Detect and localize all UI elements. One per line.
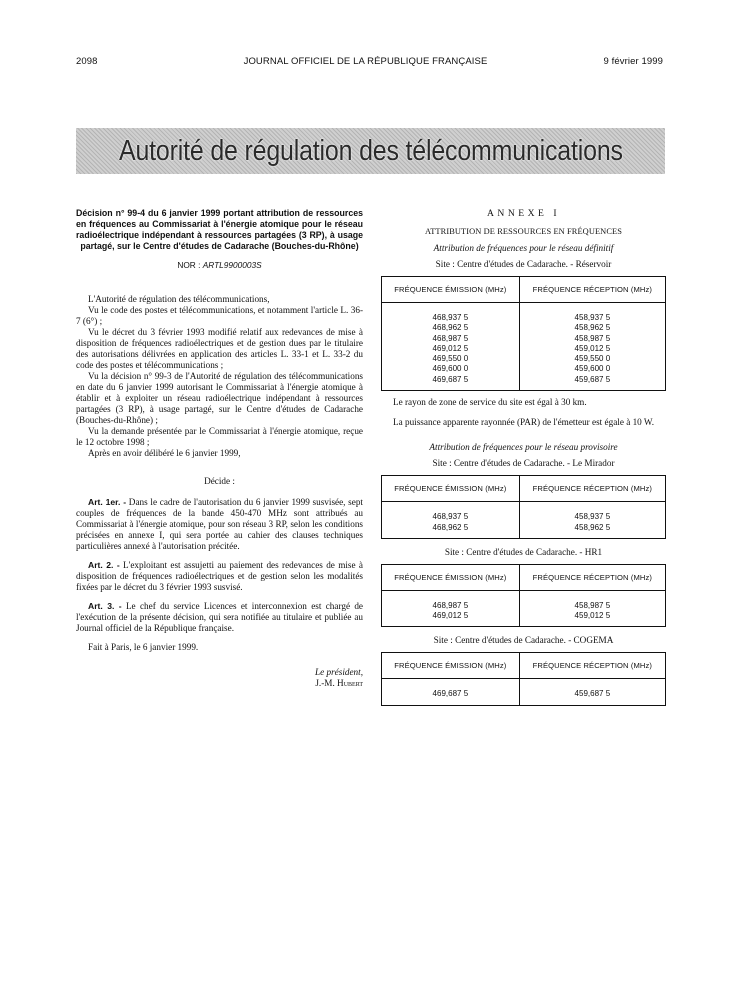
annexe-title: ANNEXE I xyxy=(486,208,561,219)
radiated-power: La puissance apparente rayonnée (PAR) de l'émetteur est égale à 10 W. xyxy=(393,417,655,428)
site-block xyxy=(381,458,666,539)
nor-value: ARTL9900003S xyxy=(202,260,262,270)
place-date: Fait à Paris, le 6 janvier 1999. xyxy=(88,642,199,652)
annexe-column xyxy=(381,208,666,706)
decision-title: Décision n° 99-4 du 6 janvier 1999 portant attribution de ressources en fréquences au Commissariat à l'énergie atomique pour le réseau radioélectrique indépendant à ressources partagées (3 RP), à usage partagé, sur le Centre d'études de Cadarache (Bouches-du-Rhône) xyxy=(76,208,363,251)
reception-frequency: 458,937 5 xyxy=(574,313,611,322)
reception-frequency: 459,600 0 xyxy=(574,364,611,374)
article-label: Art. 3. - xyxy=(88,601,122,611)
decision-column xyxy=(76,208,363,689)
reception-frequency: 459,687 5 xyxy=(574,374,611,384)
provisoire-sites xyxy=(381,458,666,705)
reception-frequencies-cell xyxy=(519,679,665,705)
considerant-paragraph: Vu le code des postes et télécommunications, et notamment l'article L. 36-7 (6°) ; xyxy=(76,305,363,326)
reception-column-header: FRÉQUENCE RÉCEPTION (MHz) xyxy=(519,653,665,679)
emission-frequency: 468,987 5 xyxy=(432,333,469,343)
site-block xyxy=(381,547,666,628)
emission-frequency: 469,012 5 xyxy=(432,343,469,353)
site-block xyxy=(381,635,666,705)
frequency-table xyxy=(381,475,666,539)
emission-frequency: 469,012 5 xyxy=(432,611,469,621)
reception-frequencies-cell xyxy=(519,590,665,627)
considerant-paragraph: L'Autorité de régulation des télécommunications, xyxy=(88,294,270,304)
article-text: Dans le cadre de l'autorisation du 6 janvier 1999 susvisée, sept couples de fréquences de la bande 450-470 MHz sont attribués au Commissariat à l'énergie atomique, pour son réseau 3 RP, selon les conditions précisées en annexe I, qui sera portée au cahier des clauses techniques particulières annexé à l'autorisation précitée. xyxy=(76,497,363,551)
considerants xyxy=(76,294,363,459)
article-3 xyxy=(76,601,363,634)
journal-title: JOURNAL OFFICIEL DE LA RÉPUBLIQUE FRANÇAISE xyxy=(243,56,488,67)
reception-frequency: 458,937 5 xyxy=(574,512,611,522)
considerant-paragraph: Vu le décret du 3 février 1993 modifié relatif aux redevances de mise à disposition de fréquences radioélectriques et de gestion dues par le titulaire des autorisations délivrées en application des articles L. 33-1 et L. 33-2 du code des postes et télécommunications ; xyxy=(76,327,363,370)
definitif-sites xyxy=(381,259,666,391)
reception-frequency: 459,012 5 xyxy=(574,611,611,621)
emission-column-header: FRÉQUENCE ÉMISSION (MHz) xyxy=(382,653,520,679)
emission-frequency: 468,987 5 xyxy=(432,600,469,610)
site-name: Site : Centre d'études de Cadarache. - COGEMA xyxy=(433,635,614,646)
frequency-table xyxy=(381,652,666,705)
emission-frequencies-cell xyxy=(382,502,520,539)
emission-frequency: 468,937 5 xyxy=(432,512,469,522)
reception-frequency: 459,687 5 xyxy=(574,689,611,699)
authority-banner xyxy=(76,128,665,174)
article-2 xyxy=(76,560,363,593)
reception-frequency: 459,012 5 xyxy=(574,343,611,353)
emission-frequency: 469,687 5 xyxy=(432,689,469,699)
reception-frequency: 459,550 0 xyxy=(574,354,611,364)
decide-heading: Décide : xyxy=(204,476,235,486)
emission-frequency: 469,550 0 xyxy=(432,354,469,364)
considerant-paragraph: Vu la décision n° 99-3 de l'Autorité de régulation des télécommunications en date du 6 janvier 1999 autorisant le Commissariat à l'énergie atomique à établir et à exploiter un réseau radioélectrique indépendant à ressources partagées (3 RP), à usage partagé, sur le Centre d'études de Cadarache (Bouches-du-Rhône) ; xyxy=(76,371,363,425)
nor-reference xyxy=(76,260,363,271)
considerant-paragraph: Vu la demande présentée par le Commissariat à l'énergie atomique, reçue le 12 octobre 1998 ; xyxy=(76,426,363,447)
nor-label: NOR : xyxy=(177,260,203,270)
article-label: Art. 1er. - xyxy=(88,497,127,507)
emission-frequencies-cell xyxy=(382,679,520,705)
article-label: Art. 2. - xyxy=(88,560,120,570)
reception-frequency: 458,962 5 xyxy=(574,323,611,333)
provisoire-heading: Attribution de fréquences pour le réseau provisoire xyxy=(429,442,618,453)
signature-name: J.-M. Hubert xyxy=(315,678,363,688)
reception-column-header: FRÉQUENCE RÉCEPTION (MHz) xyxy=(519,476,665,502)
frequency-table xyxy=(381,564,666,628)
considerant-paragraph: Après en avoir délibéré le 6 janvier 1999, xyxy=(88,448,241,458)
emission-frequency: 468,962 5 xyxy=(432,522,469,532)
reception-column-header: FRÉQUENCE RÉCEPTION (MHz) xyxy=(519,277,665,303)
reception-column-header: FRÉQUENCE RÉCEPTION (MHz) xyxy=(519,564,665,590)
site-name: Site : Centre d'études de Cadarache. - Réservoir xyxy=(435,259,612,269)
banner-title: Autorité de régulation des télécommunications xyxy=(118,134,623,167)
emission-frequency: 469,687 5 xyxy=(432,374,469,384)
reception-frequency: 458,987 5 xyxy=(574,333,611,343)
emission-frequency: 468,962 5 xyxy=(432,323,469,333)
reception-frequencies-cell xyxy=(519,303,665,391)
frequency-table xyxy=(381,276,666,391)
site-name: Site : Centre d'études de Cadarache. - HR1 xyxy=(444,546,603,557)
reception-frequencies-cell xyxy=(519,502,665,539)
page-number: 2098 xyxy=(76,56,98,67)
article-1 xyxy=(76,497,363,552)
issue-date: 9 février 1999 xyxy=(603,56,663,67)
emission-column-header: FRÉQUENCE ÉMISSION (MHz) xyxy=(382,277,520,303)
emission-frequencies-cell xyxy=(382,303,520,391)
annexe-subtitle: ATTRIBUTION DE RESSOURCES EN FRÉQUENCES xyxy=(424,227,622,236)
reception-frequency: 458,987 5 xyxy=(574,600,611,610)
signature-title: Le président, xyxy=(315,667,363,677)
signature xyxy=(76,667,363,689)
reception-frequency: 458,962 5 xyxy=(574,522,611,532)
definitif-heading: Attribution de fréquences pour le réseau définitif xyxy=(433,243,614,253)
emission-frequency: 469,600 0 xyxy=(432,364,469,374)
emission-frequencies-cell xyxy=(382,590,520,627)
emission-frequency: 468,937 5 xyxy=(432,313,469,322)
article-text: Le chef du service Licences et interconnexion est chargé de l'exécution de la présente décision, qui sera notifiée au titulaire et publiée au Journal officiel de la République française. xyxy=(76,601,364,633)
emission-column-header: FRÉQUENCE ÉMISSION (MHz) xyxy=(382,564,520,590)
service-radius: Le rayon de zone de service du site est égal à 30 km. xyxy=(393,397,587,408)
site-name: Site : Centre d'études de Cadarache. - Le Mirador xyxy=(432,458,615,469)
article-text: L'exploitant est assujetti au paiement des redevances de mise à disposition de fréquences radioélectriques et de gestion selon les modalités fixées par le décret du 3 février 1993 susvisé. xyxy=(76,560,363,592)
emission-column-header: FRÉQUENCE ÉMISSION (MHz) xyxy=(382,476,520,502)
site-block xyxy=(381,259,666,391)
